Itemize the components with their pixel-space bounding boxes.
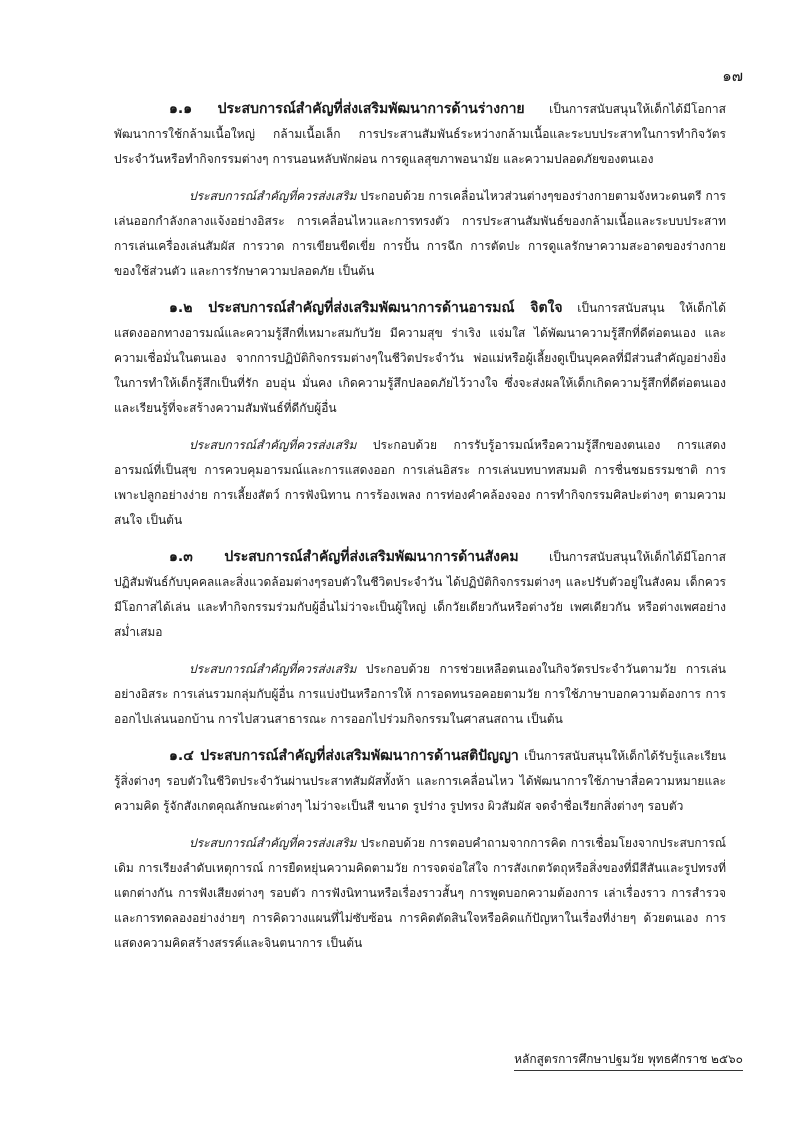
section-text: เป็นการสนับสนุน ให้เด็กได้แสดงออกทางอารมณ์และความรู้สึกที่เหมาะสมกับวัย มีความสุข ร่าเริง แจ่มใส ได้พัฒนาความรู้สึกที่ดีต่อตนเอง และความเชื่อมั่นในตนเอง จากการปฏิบัติกิจกรรมต่างๆในชีวิตประจำวัน พ่อแม่หรือผู้เลี้ยงดูเป็นบุคคลที่มีส่วนสำคัญอย่างยิ่งในการทำให้เด็กรู้สึกเป็นที่รัก อบอุ่น มั่นคง เกิดความรู้สึกปลอดภัยไว้วางใจ ซึ่งจะส่งผลให้เด็กเกิดความรู้สึกที่ดีต่อตนเองและเรียนรู้ที่จะสร้างความสัมพันธ์ที่ดีกับผู้อื่น <box>114 301 726 415</box>
sub-text: ประกอบด้วย การรับรู้อารมณ์หรือความรู้สึกของตนเอง การแสดงอารมณ์ที่เป็นสุข การควบคุมอารมณ์และการแสดงออก การเล่นอิสระ การเล่นบทบาทสมมติ การชื่นชมธรรมชาติ การเพาะปลูกอย่างง่าย การเลี้ยงสัตว์ การฟังนิทาน การร้องเพลง การท่องคำคล้องจอง การทำกิจกรรมศิลปะต่างๆ ตามความสนใจ เป็นต้น <box>114 438 726 527</box>
section-paragraph <box>114 97 726 172</box>
section-heading: ๑.๑ ประสบการณ์สำคัญที่ส่งเสริมพัฒนาการด้านร่างกาย <box>169 101 525 117</box>
section-paragraph <box>114 296 726 421</box>
sub-label: ประสบการณ์สำคัญที่ควรส่งเสริม <box>189 438 357 452</box>
section-text: เป็นการสนับสนุนให้เด็กได้มีโอกาสพัฒนาการใช้กล้ามเนื้อใหญ่ กล้ามเนื้อเล็ก การประสานสัมพันธ์ระหว่างกล้ามเนื้อและระบบประสาทในการทำกิจวัตรประจำวันหรือทำกิจกรรมต่างๆ การนอนหลับพักผ่อน การดูแลสุขภาพอนามัย และความปลอดภัยของตนเอง <box>114 102 726 166</box>
section-paragraph <box>114 744 726 819</box>
page-number: ๑๗ <box>722 67 743 85</box>
sub-label: ประสบการณ์สำคัญที่ควรส่งเสริม <box>189 662 357 676</box>
sub-paragraph <box>114 184 726 284</box>
section-heading: ๑.๔ ประสบการณ์สำคัญที่ส่งเสริมพัฒนาการด้านสติปัญญา <box>169 748 519 764</box>
sub-paragraph <box>114 831 726 956</box>
sub-paragraph <box>114 433 726 533</box>
section-heading: ๑.๓ ประสบการณ์สำคัญที่ส่งเสริมพัฒนาการด้านสังคม <box>169 549 519 565</box>
section-paragraph <box>114 545 726 645</box>
document-body <box>114 97 726 968</box>
sub-paragraph <box>114 657 726 732</box>
section-heading: ๑.๒ ประสบการณ์สำคัญที่ส่งเสริมพัฒนาการด้านอารมณ์ จิตใจ <box>169 300 563 316</box>
section-text: เป็นการสนับสนุนให้เด็กได้รับรู้และเรียนรู้สิ่งต่างๆ รอบตัวในชีวิตประจำวันผ่านประสาทสัมผัสทั้งห้า และการเคลื่อนไหว ได้พัฒนาการใช้ภาษาสื่อความหมายและความคิด รู้จักสังเกตคุณลักษณะต่างๆ ไม่ว่าจะเป็นสี ขนาด รูปร่าง รูปทรง ผิวสัมผัส จดจำชื่อเรียกสิ่งต่างๆ รอบตัว <box>114 749 726 813</box>
sub-text: ประกอบด้วย การช่วยเหลือตนเองในกิจวัตรประจำวันตามวัย การเล่นอย่างอิสระ การเล่นรวมกลุ่มกับผู้อื่น การแบ่งปันหรือการให้ การอดทนรอคอยตามวัย การใช้ภาษาบอกความต้องการ การออกไปเล่นนอกบ้าน การไปสวนสาธารณะ การออกไปร่วมกิจกรรมในศาสนสถาน เป็นต้น <box>114 662 726 726</box>
sub-text: ประกอบด้วย การเคลื่อนไหวส่วนต่างๆของร่างกายตามจังหวะดนตรี การเล่นออกกำลังกลางแจ้งอย่างอิสระ การเคลื่อนไหวและการทรงตัว การประสานสัมพันธ์ของกล้ามเนื้อและระบบประสาท การเล่นเครื่องเล่นสัมผัส การวาด การเขียนขีดเขี่ย การปั้น การฉีก การตัดปะ การดูแลรักษาความสะอาดของร่างกาย ของใช้ส่วนตัว และการรักษาความปลอดภัย เป็นต้น <box>114 189 726 278</box>
sub-label: ประสบการณ์สำคัญที่ควรส่งเสริม <box>189 836 357 850</box>
sub-text: ประกอบด้วย การตอบคำถามจากการคิด การเชื่อมโยงจากประสบการณ์เดิม การเรียงลำดับเหตุการณ์ การยืดหยุ่นความคิดตามวัย การจดจ่อใส่ใจ การสังเกตวัตถุหรือสิ่งของที่มีสีสันและรูปทรงที่แตกต่างกัน การฟังเสียงต่างๆ รอบตัว การฟังนิทานหรือเรื่องราวสั้นๆ การพูดบอกความต้องการ เล่าเรื่องราว การสำรวจ และการทดลองอย่างง่ายๆ การคิดวางแผนที่ไม่ซับซ้อน การคิดตัดสินใจหรือคิดแก้ปัญหาในเรื่องที่ง่ายๆ ด้วยตนเอง การแสดงความคิดสร้างสรรค์และจินตนาการ เป็นต้น <box>114 836 726 950</box>
sub-label: ประสบการณ์สำคัญที่ควรส่งเสริม <box>189 189 357 203</box>
section-text: เป็นการสนับสนุนให้เด็กได้มีโอกาสปฏิสัมพันธ์กับบุคคลและสิ่งแวดล้อมต่างๆรอบตัวในชีวิตประจำวัน ได้ปฏิบัติกิจกรรมต่างๆ และปรับตัวอยู่ในสังคม เด็กควรมีโอกาสได้เล่น และทำกิจกรรมร่วมกับผู้อื่นไม่ว่าจะเป็นผู้ใหญ่ เด็กวัยเดียวกันหรือต่างวัย เพศเดียวกัน หรือต่างเพศอย่างสม่ำเสมอ <box>114 550 726 639</box>
page-footer: หลักสูตรการศึกษาปฐมวัย พุทธศักราช ๒๕๖๐ <box>514 1050 743 1071</box>
